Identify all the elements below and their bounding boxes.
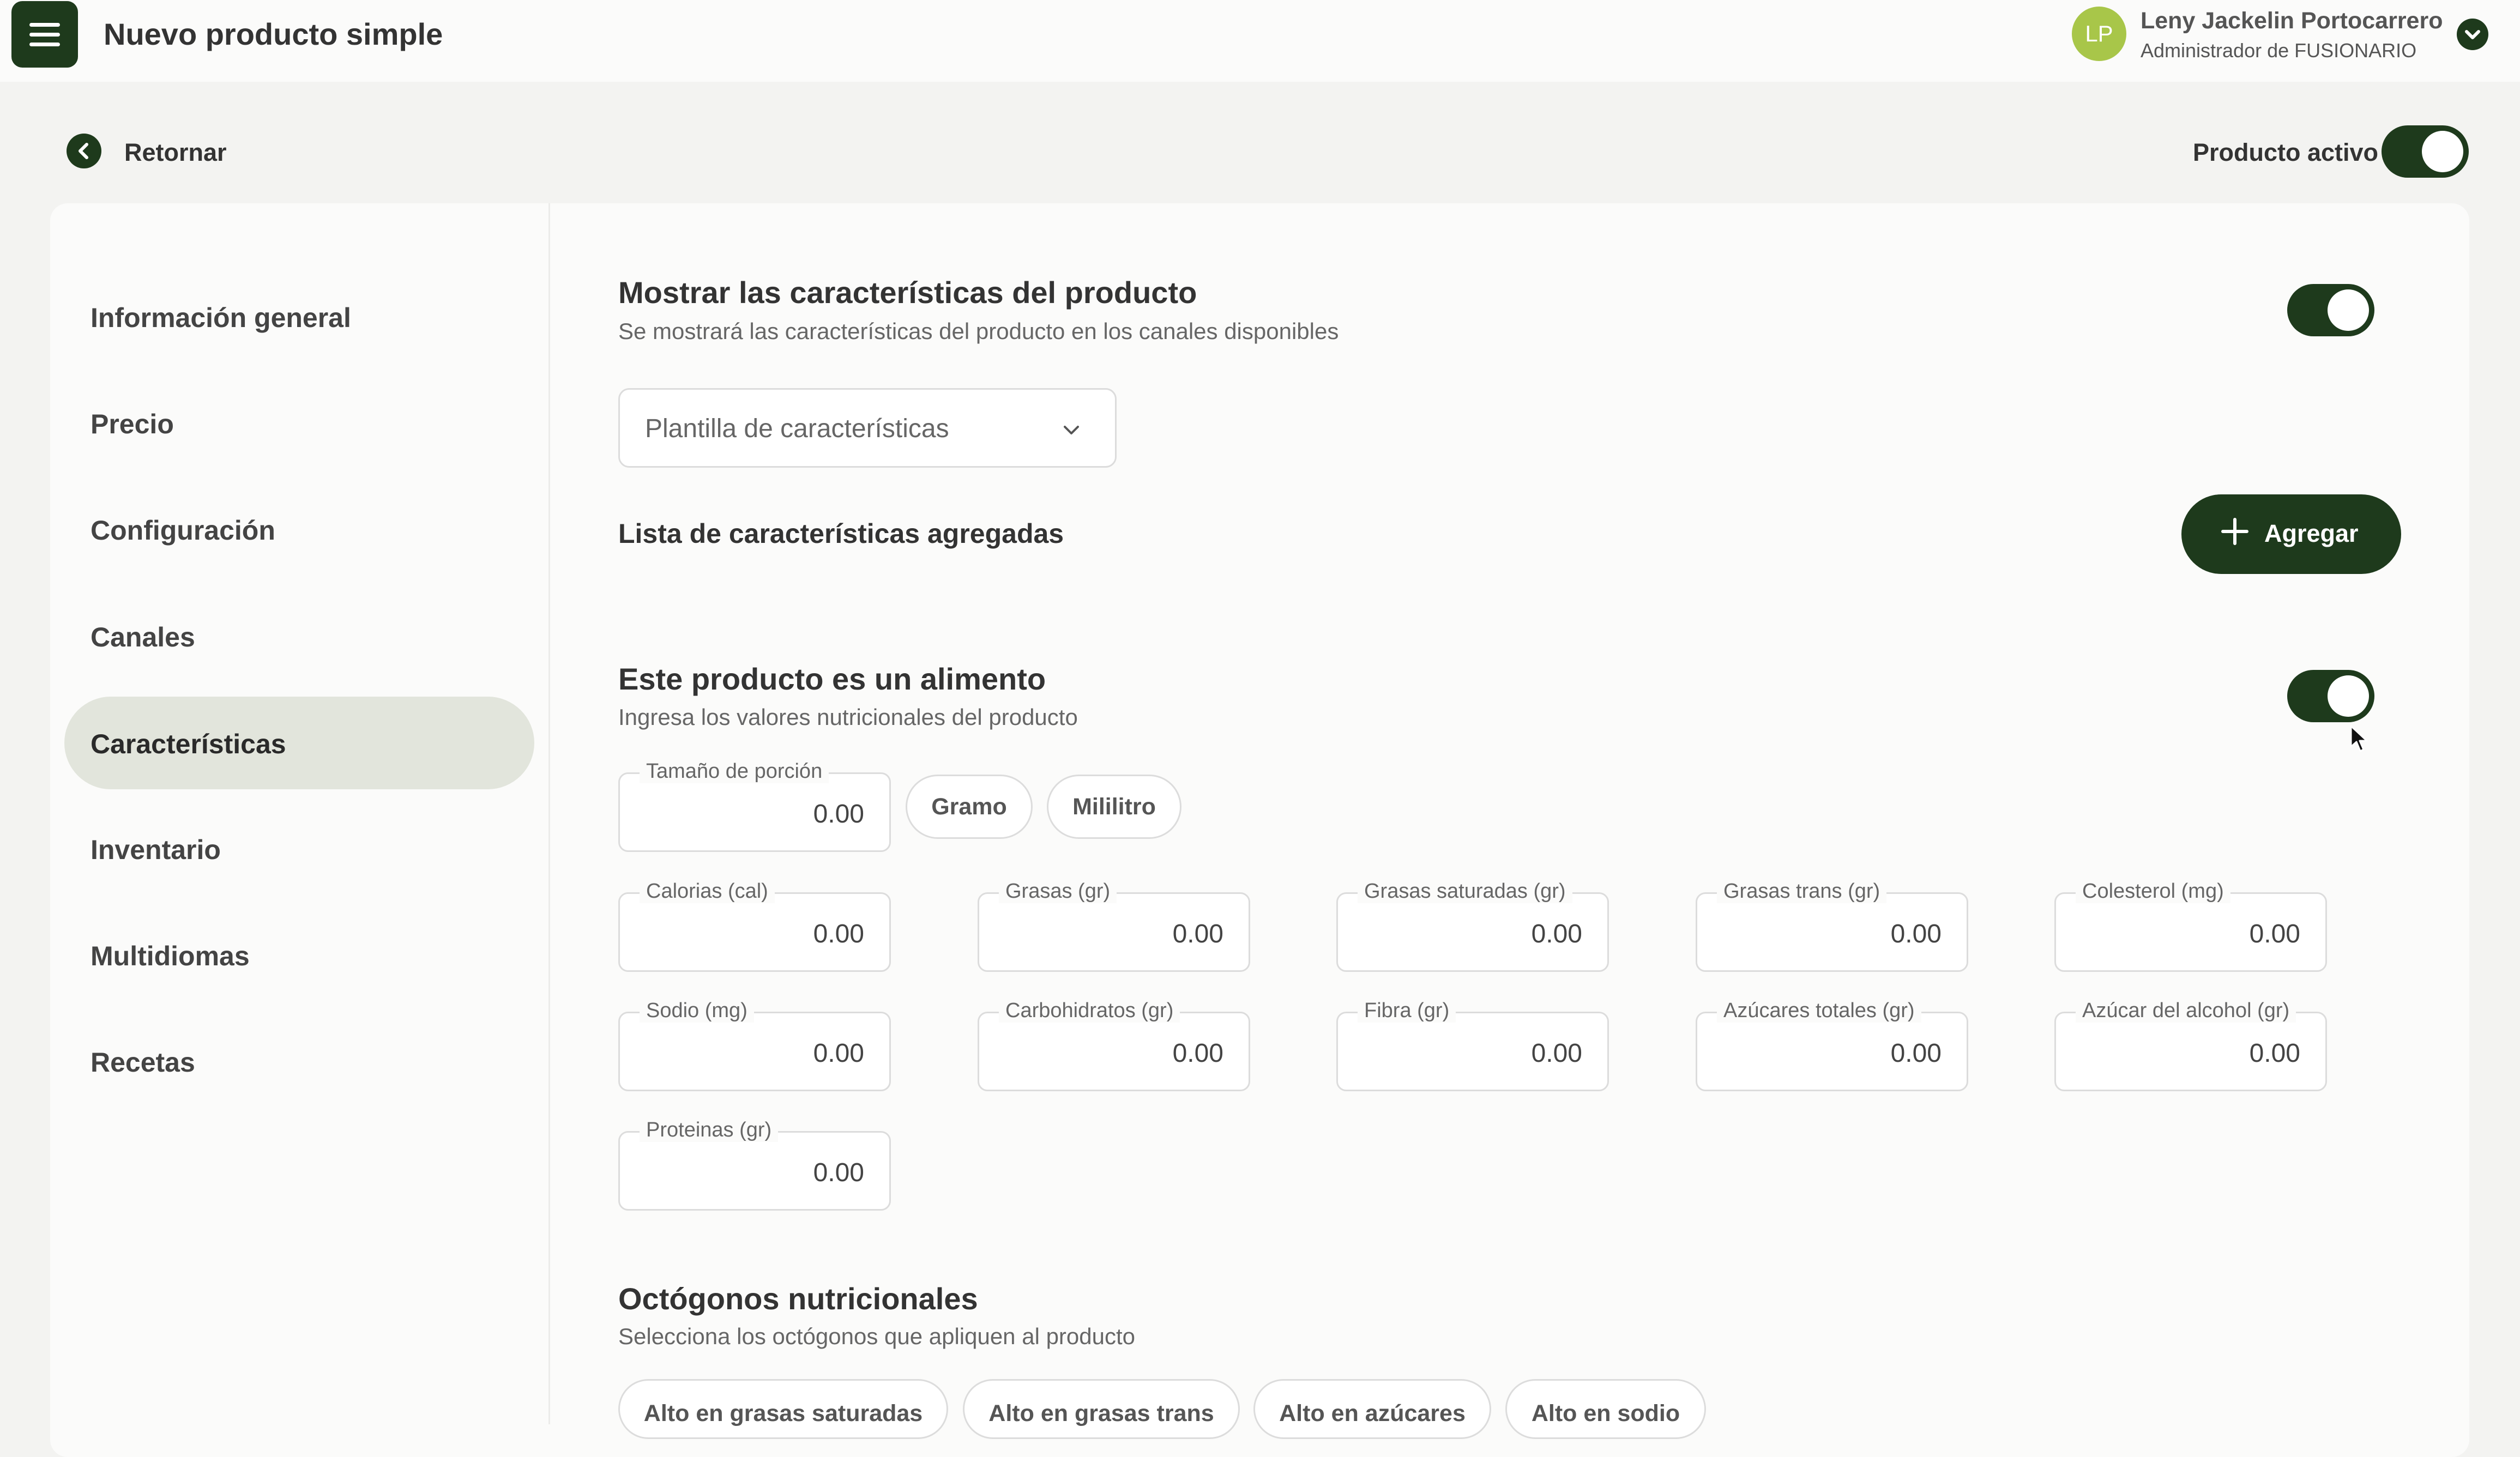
plus-icon bbox=[2218, 515, 2251, 551]
field-label: Grasas trans (gr) bbox=[1717, 880, 1886, 903]
menu-button[interactable] bbox=[11, 1, 78, 68]
calorias-field[interactable] bbox=[618, 880, 891, 972]
colesterol-field[interactable] bbox=[2054, 880, 2327, 972]
select-placeholder: Plantilla de características bbox=[645, 414, 949, 443]
sidebar-item-caracteristicas[interactable]: Características bbox=[91, 729, 286, 759]
unit-gramo-chip[interactable]: Gramo bbox=[906, 775, 1033, 839]
sidebar-item-multidiomas[interactable]: Multidiomas bbox=[91, 941, 250, 971]
sidebar-divider bbox=[548, 203, 550, 1424]
sidebar-item-inventario[interactable]: Inventario bbox=[91, 835, 221, 865]
user-role: Administrador de FUSIONARIO bbox=[2141, 39, 2417, 62]
menu-icon-line bbox=[29, 43, 60, 46]
field-value: 0.00 bbox=[2249, 1039, 2300, 1068]
sidebar-item-canales[interactable]: Canales bbox=[91, 622, 195, 652]
octagon-alto-sodio[interactable]: Alto en sodio bbox=[1505, 1379, 1706, 1439]
add-feature-button[interactable] bbox=[2181, 494, 2401, 574]
field-value: 0.00 bbox=[813, 800, 864, 829]
food-toggle[interactable] bbox=[2287, 670, 2374, 722]
field-label: Azúcar del alcohol (gr) bbox=[2076, 999, 2296, 1023]
features-toggle[interactable] bbox=[2287, 284, 2374, 336]
food-title: Este producto es un alimento bbox=[618, 662, 1046, 696]
user-menu-chevron-icon[interactable] bbox=[2457, 19, 2488, 50]
add-feature-label: Agregar bbox=[2264, 519, 2359, 547]
octagon-alto-azucares[interactable]: Alto en azúcares bbox=[1253, 1379, 1491, 1439]
back-icon[interactable] bbox=[67, 134, 101, 168]
sidebar-item-informacion-general[interactable]: Información general bbox=[91, 303, 351, 333]
page-title: Nuevo producto simple bbox=[104, 17, 443, 51]
features-list-title: Lista de características agregadas bbox=[618, 518, 1064, 549]
food-subtitle: Ingresa los valores nutricionales del producto bbox=[618, 704, 1078, 730]
user-name: Leny Jackelin Portocarrero bbox=[2141, 8, 2443, 34]
field-label: Carbohidratos (gr) bbox=[999, 999, 1180, 1023]
field-label: Grasas (gr) bbox=[999, 880, 1117, 903]
octagons-title: Octógonos nutricionales bbox=[618, 1281, 978, 1316]
features-subtitle: Se mostrará las características del producto en los canales disponibles bbox=[618, 318, 1339, 344]
azucar-alcohol-field[interactable] bbox=[2054, 999, 2327, 1091]
back-link[interactable]: Retornar bbox=[124, 138, 227, 166]
sidebar-item-precio[interactable]: Precio bbox=[91, 409, 174, 439]
field-label: Azúcares totales (gr) bbox=[1717, 999, 1921, 1023]
content-card bbox=[50, 203, 2469, 1457]
octagon-alto-grasas-trans[interactable]: Alto en grasas trans bbox=[963, 1379, 1240, 1439]
octagons-subtitle: Selecciona los octógonos que apliquen al producto bbox=[618, 1323, 1136, 1349]
azucares-totales-field[interactable] bbox=[1696, 999, 1968, 1091]
octagon-alto-grasas-saturadas[interactable]: Alto en grasas saturadas bbox=[618, 1379, 948, 1439]
mouse-cursor-icon bbox=[2350, 725, 2370, 756]
menu-icon bbox=[29, 23, 60, 27]
fibra-field[interactable] bbox=[1336, 999, 1609, 1091]
product-active-toggle[interactable] bbox=[2382, 125, 2469, 178]
carbohidratos-field[interactable] bbox=[978, 999, 1250, 1091]
sidebar-item-recetas[interactable]: Recetas bbox=[91, 1047, 195, 1078]
field-label: Proteinas (gr) bbox=[640, 1119, 778, 1142]
avatar[interactable]: LP bbox=[2072, 7, 2126, 61]
field-value: 0.00 bbox=[1172, 1039, 1223, 1068]
product-active-label: Producto activo bbox=[2193, 138, 2379, 166]
grasas-saturadas-field[interactable] bbox=[1336, 880, 1609, 972]
field-value: 0.00 bbox=[1172, 920, 1223, 948]
field-value: 0.00 bbox=[1531, 920, 1582, 948]
field-label: Grasas saturadas (gr) bbox=[1358, 880, 1572, 903]
field-value: 0.00 bbox=[813, 1158, 864, 1187]
field-label: Colesterol (mg) bbox=[2076, 880, 2230, 903]
field-value: 0.00 bbox=[813, 1039, 864, 1068]
proteinas-field[interactable] bbox=[618, 1119, 891, 1211]
field-label: Tamaño de porción bbox=[640, 760, 829, 783]
field-value: 0.00 bbox=[1890, 1039, 1942, 1068]
field-label: Sodio (mg) bbox=[640, 999, 754, 1023]
field-value: 0.00 bbox=[2249, 920, 2300, 948]
features-template-select[interactable] bbox=[618, 388, 1117, 468]
field-value: 0.00 bbox=[1531, 1039, 1582, 1068]
menu-icon-line bbox=[29, 33, 60, 37]
field-label: Fibra (gr) bbox=[1358, 999, 1456, 1023]
unit-mililitro-chip[interactable]: Mililitro bbox=[1047, 775, 1181, 839]
field-value: 0.00 bbox=[813, 920, 864, 948]
chevron-down-icon bbox=[1060, 419, 1082, 444]
portion-size-field[interactable] bbox=[618, 760, 891, 852]
field-value: 0.00 bbox=[1890, 920, 1942, 948]
field-label: Calorias (cal) bbox=[640, 880, 775, 903]
sidebar-item-configuracion[interactable]: Configuración bbox=[91, 515, 275, 546]
features-title: Mostrar las características del producto bbox=[618, 275, 1197, 310]
grasas-field[interactable] bbox=[978, 880, 1250, 972]
grasas-trans-field[interactable] bbox=[1696, 880, 1968, 972]
sodio-field[interactable] bbox=[618, 999, 891, 1091]
